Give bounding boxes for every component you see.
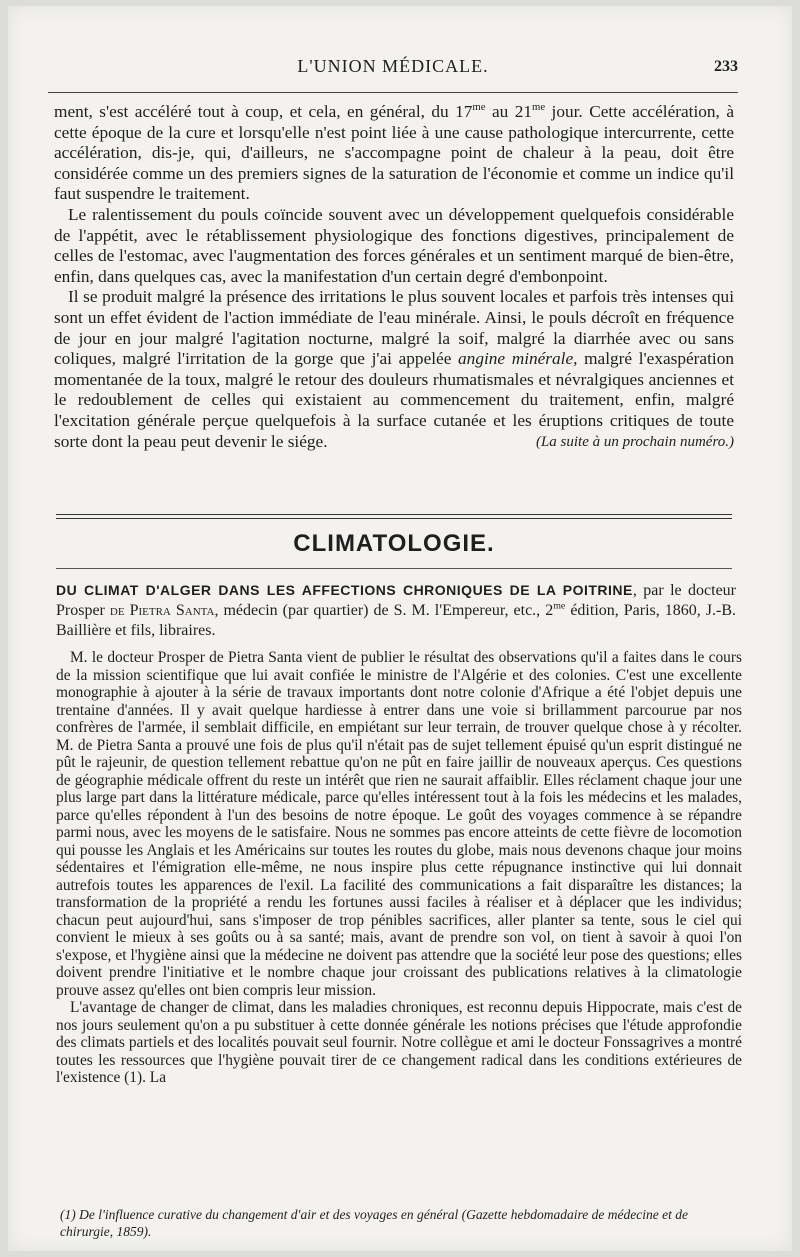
- footnote: (1) De l'influence curative du changement d'air et des voyages en général (Gazette hebdomadaire de médecine et de chirurgie, 1859).: [60, 1207, 688, 1239]
- emphasis: angine minérale,: [458, 349, 578, 369]
- paragraph: Le ralentissement du pouls coïncide souvent avec un développement quelquefois considérable de l'appétit, avec le rétablissement physiologique des fonctions digestives, principalement de celles de l'estomac, avec l'augmentation des forces générales et un sentiment marqué de bien-être, enfin, dans quelques cas, avec la manifestation d'un certain degré d'embonpoint.: [54, 204, 734, 286]
- review-title: DU CLIMAT D'ALGER DANS LES AFFECTIONS CHRONIQUES DE LA POITRINE: [56, 582, 633, 598]
- text-run: , par le docteur Prosper: [56, 582, 736, 619]
- text-run: jour. Cette accélération, à cette époque de la cure et lorsqu'elle n'est point liée à une cause pathologique intercurrente, cette accélération, dis-je, qui, d'ailleurs, ne s'accompagne point de chaleur à la peau, doit être considérée comme un des premiers signes de la saturation de l'économie et comme un indice qu'il faut suspendre le traitement.: [54, 102, 734, 204]
- paragraph: [54, 287, 734, 452]
- review-body: [56, 649, 742, 1087]
- superscript: me: [553, 600, 566, 612]
- text-run: au 21: [485, 102, 532, 121]
- header-rule: [48, 92, 738, 93]
- paragraph: M. le docteur Prosper de Pietra Santa vient de publier le résultat des observations qu'il a faites dans le cours de la mission scientifique que lui avait confiée le ministre de l'Algérie et des colonies. C'est une excellente monographie à ajouter à la série de travaux importants dont notre colonie d'Afrique a été l'objet depuis une trentaine d'années. Il y avait quelque hardiesse à entrer dans une voie si brillamment parcourue par nos confrères de l'armée, il semblait difficile, en empiétant sur leur terrain, de trouver quelque chose à y récolter. M. de Pietra Santa a prouvé une fois de plus qu'il n'était pas de sujet tellement épuisé qu'un esprit distingué ne pût le rajeunir, de question tellement rebattue qu'on ne pût en faire jaillir de nouveaux aperçus. Ces questions de géographie médicale offrent du reste un intérêt que rien ne saurait affaiblir. Elles réclament chaque jour une plus large part dans la littérature médicale, parce qu'elles intéressent tout à la fois les médecins et les malades, parce qu'elles répondent à l'un des besoins de notre époque. Le goût des voyages commence à se répandre parmi nous, avec les moyens de le satisfaire. Nous ne sommes pas encore atteints de cette fièvre de locomotion qui pousse les Anglais et les Américains sur toutes les routes du globe, mais nous devenons chaque jour moins sédentaires et l'émigration elle-même, ne nous inspire plus cette répugnance instinctive qui lui donnait autrefois toutes les apparences de l'exil. La facilité des communications a fait disparaître les distances; la transformation de la propriété a rendu les fortunes aussi faciles à réaliser et à déplacer que les individus; chacun peut aujourd'hui, sans s'imposer de trop pénibles sacrifices, aller planter sa tente, sous le ciel qui convient le mieux à ses goûts ou à sa santé; mais, avant de prendre son vol, on tient à savoir à quoi l'on s'expose, et l'hygiène ainsi que la médecine ne doivent pas attendre que la société leur pose des questions; elles doivent prendre l'initiative et le nombre chaque jour croissant des publications relatives à la climatologie prouve assez qu'elles ont bien compris leur mission.: [56, 649, 742, 999]
- article-continuation: [54, 102, 734, 452]
- text-run: ment, s'est accéléré tout à coup, et cela, en général, du 17: [54, 102, 473, 121]
- text-run: , médecin (par quartier) de S. M. l'Empereur, etc., 2: [214, 602, 554, 619]
- page: [8, 6, 792, 1251]
- text-run: Il se produit malgré la présence des irritations le plus souvent locales et parfois très intenses qui sont un effet évident de l'action immédiate de l'eau minérale. Ainsi, le pouls décroît en fréquence de jour en jour malgré l'agitation nocturne, malgré la soif, malgré la diarrhée avec ou sans coliques, malgré l'irritation de la gorge que j'ai appelée: [54, 287, 734, 369]
- review-heading: [56, 580, 736, 641]
- section-title: CLIMATOLOGIE.: [293, 530, 495, 557]
- superscript: me: [532, 101, 546, 114]
- page-number: 233: [714, 58, 738, 75]
- author-name: de Pietra Santa: [109, 602, 215, 619]
- superscript: me: [472, 101, 486, 114]
- section-divider: [56, 514, 732, 519]
- running-title: L'UNION MÉDICALE.: [297, 56, 489, 76]
- paragraph: [54, 102, 734, 205]
- paragraph: L'avantage de changer de climat, dans les maladies chroniques, est reconnu depuis Hippocrate, mais c'est de nos jours seulement qu'on a pu substituer à cette donnée générale les notions précises que l'étude approfondie des climats partiels et des localités pouvait seul fournir. Notre collègue et ami le docteur Fonssagrives a montré toutes les ressources que l'hygiène pouvait tirer de ce changement radical dans les conditions extérieures de l'existence (1). La: [56, 999, 742, 1086]
- text-run: édition, Paris, 1860, J.-B. Baillière et fils, libraires.: [56, 602, 737, 639]
- section-title-rule: [56, 568, 732, 569]
- running-header: [48, 56, 738, 86]
- text-run: malgré l'exaspération momentanée de la toux, malgré le retour des douleurs rhumatismales et névralgiques anciennes et le redoublement de celles qui existaient au commencement du traitement, enfin, malgré l'excitation générale perçue quelquefois à la surface cutanée et les éruptions critiques de toute sorte dont la peau peut devenir le siége.: [54, 349, 734, 451]
- to-be-continued-note: (La suite à un prochain numéro.): [535, 433, 734, 450]
